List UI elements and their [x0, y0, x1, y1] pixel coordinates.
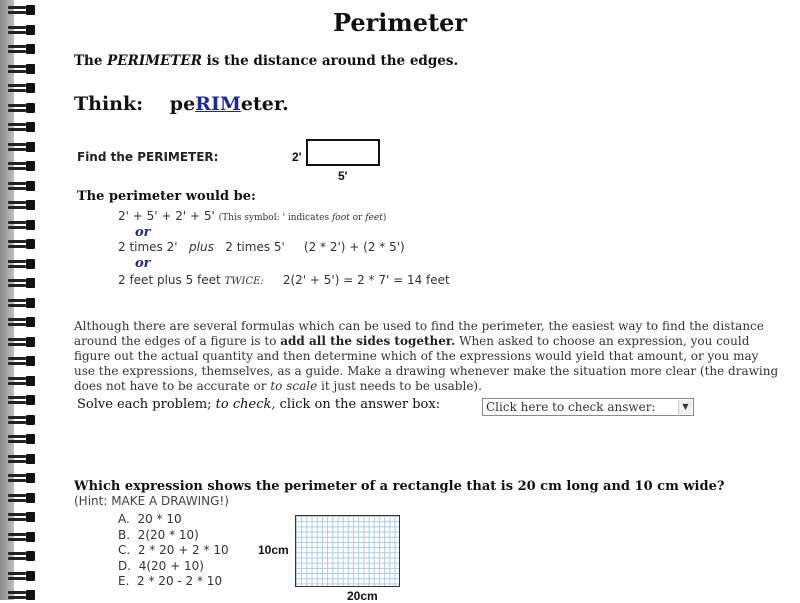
spiral-coil [8, 337, 28, 347]
height-label: 10cm [258, 543, 289, 557]
grid-rectangle-drawing [295, 515, 400, 587]
chevron-down-icon[interactable]: ▼ [678, 400, 692, 414]
spiral-coil [8, 532, 28, 542]
definition-text: The PERIMETER is the distance around the edges. [74, 53, 459, 69]
spiral-coil [8, 181, 28, 191]
spiral-coil [8, 298, 28, 308]
spiral-coil [8, 317, 28, 327]
choice-d: D. 4(20 + 10) [118, 558, 204, 573]
explanation-paragraph: Although there are several formulas which can be used to find the perimeter, the easiest way to find the distance around the edges of a figure is to add all the sides together. When asked to choose an expression, you could figure out the actual quantity and then determine which of the expressions would yield that amount, or you may use the expressions, themselves, as a guide. Make a drawing whenever make the situation more clear (the drawing does not have to be accurate or to scale it just needs to be usable). [74, 319, 779, 393]
spiral-coil [8, 278, 28, 288]
spiral-coil [8, 454, 28, 464]
spiral-coil [8, 493, 28, 503]
find-perimeter-label: Find the PERIMETER: [77, 150, 219, 164]
choice-a: A. 20 * 10 [118, 512, 182, 526]
spiral-coil [8, 259, 28, 269]
think-mnemonic [74, 93, 289, 115]
spiral-coil [8, 434, 28, 444]
choice-b: B. 2(20 * 10) [118, 527, 199, 542]
spiral-coil [8, 142, 28, 152]
mnemonic-word: peRIMeter. [169, 93, 289, 115]
width-label: 20cm [347, 589, 378, 603]
spiral-coil [8, 122, 28, 132]
spiral-coil [8, 512, 28, 522]
spiral-coil [8, 220, 28, 230]
spiral-coil [8, 83, 28, 93]
choice-e: E. 2 * 20 - 2 * 10 [118, 574, 223, 588]
spiral-coil [8, 551, 28, 561]
spiral-coil [8, 590, 28, 600]
or-connector-2: or [135, 256, 151, 271]
spiral-coil [8, 395, 28, 405]
side-length-label: 2' [292, 150, 302, 164]
spiral-coil [8, 161, 28, 171]
hint-text: (Hint: MAKE A DRAWING!) [74, 494, 229, 508]
or-connector-1: or [135, 225, 151, 240]
spiral-coil [8, 415, 28, 425]
spiral-coil [8, 571, 28, 581]
spiral-coil [8, 473, 28, 483]
expression-line-3: 2 feet plus 5 feet TWICE: 2(2' + 5') = 2 * 7' = 14 feet [118, 273, 450, 287]
spiral-coil [8, 239, 28, 249]
dropdown-value: Click here to check answer: [486, 400, 656, 414]
check-answer-dropdown[interactable] [482, 398, 694, 416]
expression-line-2: 2 times 2' plus 2 times 5' (2 * 2') + (2 * 5') [118, 240, 405, 254]
spiral-coil [8, 376, 28, 386]
choice-c: C. 2 * 20 + 2 * 10 [118, 543, 229, 557]
spiral-coil [8, 103, 28, 113]
page-title: Perimeter [332, 8, 468, 37]
perimeter-would-be-heading: The perimeter would be: [77, 189, 256, 204]
spiral-coil [8, 44, 28, 54]
think-label: Think: [74, 93, 144, 115]
question-text: Which expression shows the perimeter of a rectangle that is 20 cm long and 10 cm wide? [74, 479, 725, 494]
answer-choices [118, 512, 229, 590]
highlight-rim: RIM [195, 93, 241, 115]
spiral-coil [8, 200, 28, 210]
expression-line-1: 2' + 5' + 2' + 5' (This symbol: ' indicates foot or feet) [118, 209, 387, 223]
spiral-coil [8, 356, 28, 366]
solve-instruction: Solve each problem; to check, click on the answer box: [77, 397, 441, 412]
example-rectangle [306, 139, 380, 166]
spiral-binding [0, 0, 30, 600]
spiral-coil [8, 64, 28, 74]
base-length-label: 5' [338, 169, 348, 183]
